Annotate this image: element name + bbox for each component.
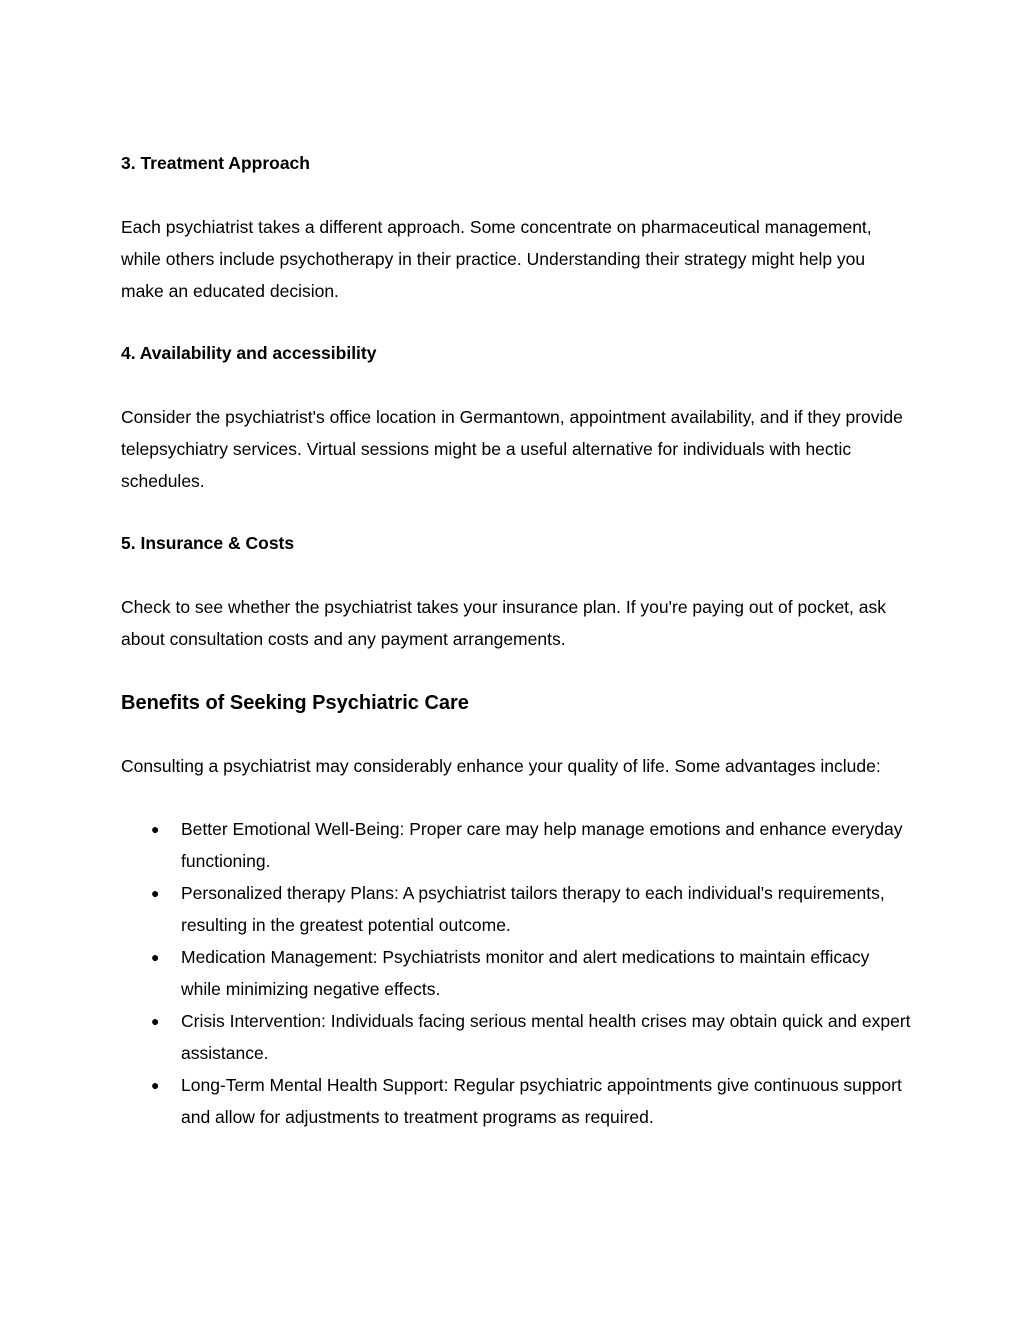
list-item-text: Long-Term Mental Health Support: Regular psychiatric appointments give continuous support and allow for adjustments to treatment programs as required. bbox=[181, 1075, 902, 1127]
list-item-text: Better Emotional Well-Being: Proper care may help manage emotions and enhance everyday functioning. bbox=[181, 819, 903, 871]
list-item bbox=[121, 877, 911, 941]
bullet-icon: ● bbox=[151, 1013, 160, 1029]
section-heading-availability: 4. Availability and accessibility bbox=[121, 343, 377, 363]
list-item bbox=[121, 813, 911, 877]
section-body-availability: Consider the psychiatrist's office location in Germantown, appointment availability, and if they provide telepsychiatry services. Virtual sessions might be a useful alternative for individuals with hectic schedules. bbox=[121, 407, 903, 491]
bullet-icon: ● bbox=[151, 1077, 160, 1093]
bullet-icon: ● bbox=[151, 821, 160, 837]
list-item-text: Crisis Intervention: Individuals facing serious mental health crises may obtain quick and expert assistance. bbox=[181, 1011, 911, 1063]
benefits-heading: Benefits of Seeking Psychiatric Care bbox=[121, 692, 469, 714]
list-item-text: Medication Management: Psychiatrists monitor and alert medications to maintain efficacy while minimizing negative effects. bbox=[181, 947, 870, 999]
section-body-insurance: Check to see whether the psychiatrist takes your insurance plan. If you're paying out of pocket, ask about consultation costs and any payment arrangements. bbox=[121, 597, 887, 649]
section-heading-insurance: 5. Insurance & Costs bbox=[121, 533, 295, 553]
list-item bbox=[121, 941, 911, 1005]
list-item bbox=[121, 1005, 911, 1069]
document-page bbox=[121, 148, 911, 1133]
section-body-treatment-approach: Each psychiatrist takes a different approach. Some concentrate on pharmaceutical management, while others include psychotherapy in their practice. Understanding their strategy might help you make an educated decision. bbox=[121, 217, 872, 301]
list-item-text: Personalized therapy Plans: A psychiatrist tailors therapy to each individual's requirements, resulting in the greatest potential outcome. bbox=[181, 883, 885, 935]
list-item bbox=[121, 1069, 911, 1133]
bullet-icon: ● bbox=[151, 949, 160, 965]
bullet-icon: ● bbox=[151, 885, 160, 901]
benefits-list bbox=[121, 813, 911, 1133]
section-heading-treatment-approach: 3. Treatment Approach bbox=[121, 153, 310, 173]
benefits-intro: Consulting a psychiatrist may considerably enhance your quality of life. Some advantages include: bbox=[121, 756, 881, 776]
